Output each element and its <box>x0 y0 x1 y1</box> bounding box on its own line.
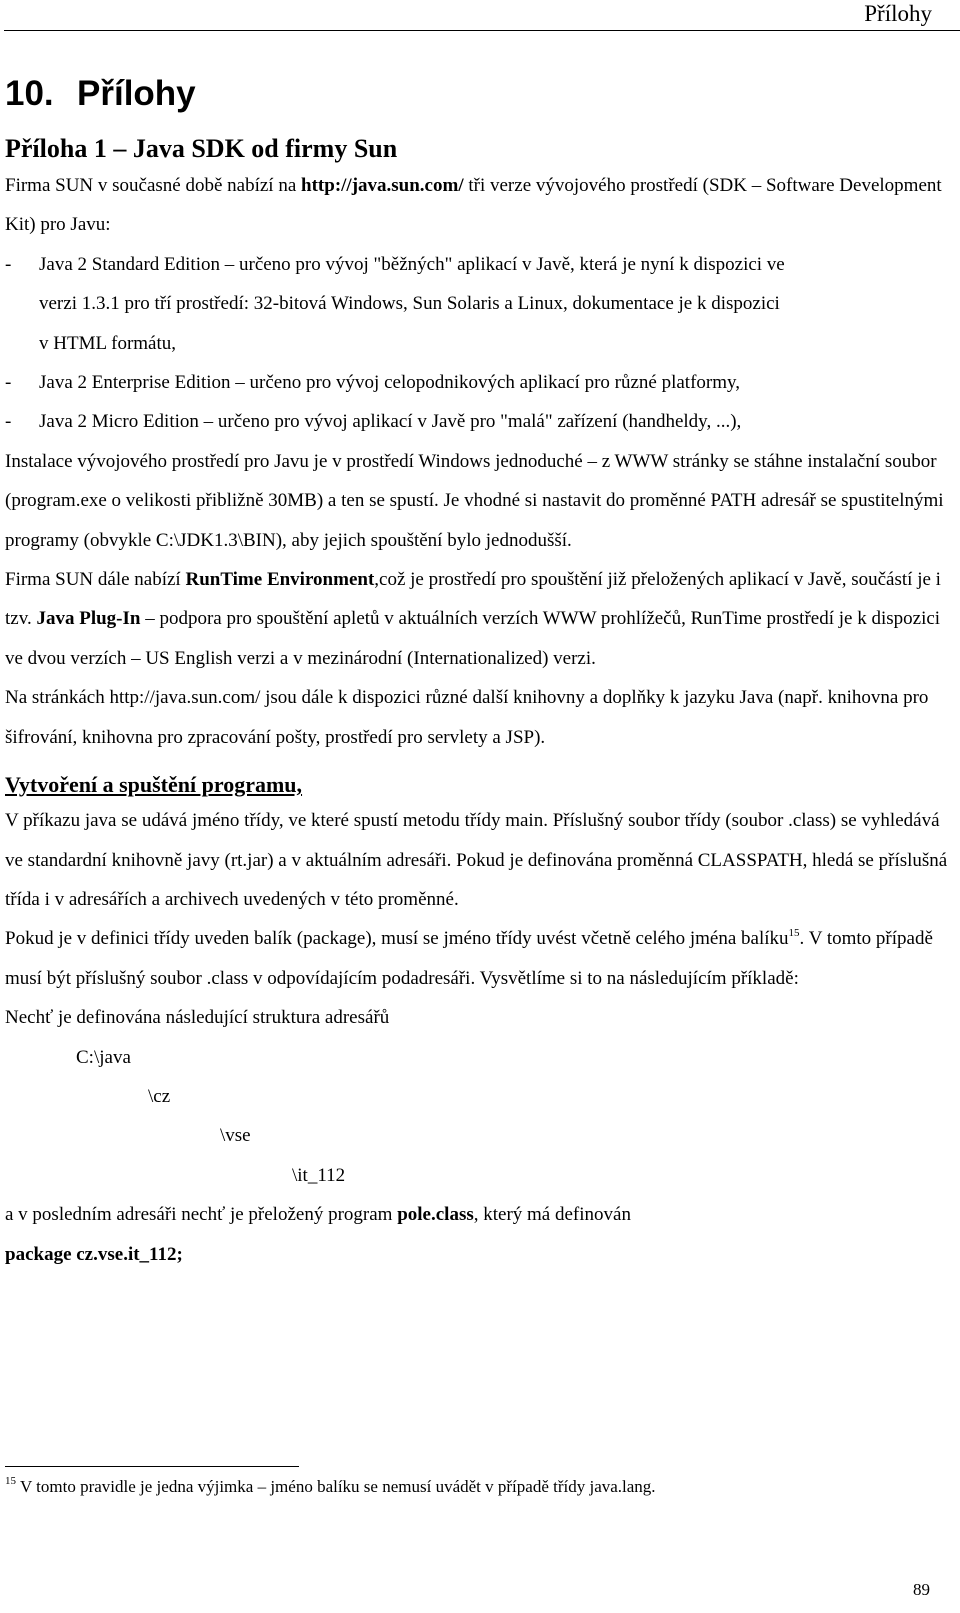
runtime-text-e: – podpora pro spouštění apletů v aktuálních verzích WWW prohlížečů, RunTime prostředí je k dispozici ve dvou verzích – US English verzi a v mezinárodní (Internationalized) verzi. <box>5 608 941 669</box>
edition-item-standard-cont <box>5 284 955 363</box>
last-dir-text-c: , který má definován <box>473 1204 631 1226</box>
intro-text-a: Firma SUN v současné době nabízí na <box>5 175 302 196</box>
tree-item-java: C:\java <box>76 1046 131 1068</box>
page-number: 89 <box>913 1580 930 1599</box>
footnote-number: 15 <box>5 1475 16 1487</box>
list-dash: - <box>5 253 12 275</box>
intro-paragraph <box>5 166 955 245</box>
runtime-environment-term: RunTime Environment <box>185 569 375 591</box>
java-plugin-term: Java Plug-In <box>36 608 141 630</box>
running-header: Přílohy <box>864 1 932 26</box>
libraries-paragraph: Na stránkách http://java.sun.com/ jsou dále k dispozici různé další knihovny a doplňky k jazyku Java (např. knihovna pro šifrování, knihovna pro zpracování pošty, prostředí pro servlety a JSP). <box>5 687 929 748</box>
last-dir-text-a: a v posledním adresáři nechť je přeložený program <box>5 1204 398 1226</box>
pole-class-term: pole.class <box>397 1204 474 1226</box>
tree-item-vse: \vse <box>220 1125 251 1147</box>
edition-standard-line3: v HTML formátu, <box>39 332 177 354</box>
package-declaration: package cz.vse.it_112; <box>5 1243 183 1265</box>
runtime-text-a: Firma SUN dále nabízí <box>5 569 186 591</box>
chapter-number: 10. <box>5 74 54 113</box>
chapter-heading <box>5 66 955 122</box>
list-dash: - <box>5 372 12 394</box>
runtime-paragraph <box>5 560 955 678</box>
package-text-b: . V tomto případě musí být příslušný soubor .class v odpovídajícím podadresáři. Vysvětlíme si to na následujícím příkladě: <box>5 928 933 989</box>
program-paragraph: V příkazu java se udává jméno třídy, ve které spustí metodu třídy main. Příslušný soubor třídy (soubor .class) se vyhledává ve standardní knihovně javy (rt.jar) a v aktuálním adresáři. Pokud je definována proměnná CLASSPATH, hledá se příslušná třída i v adresářích a archivech uvedených v této proměnné. <box>5 810 948 910</box>
edition-enterprise-text: Java 2 Enterprise Edition – určeno pro vývoj celopodnikových aplikací pro různé platformy, <box>39 372 741 394</box>
runtime-text-c: ,což je prostředí pro spouštění již přeložených aplikací v Javě, součástí je i tzv. <box>5 569 941 630</box>
edition-standard-line2: verzi 1.3.1 pro tří prostředí: 32-bitová Windows, Sun Solaris a Linux, dokumentace je k dispozici <box>39 293 780 315</box>
intro-text-b: tři verze vývojového prostředí (SDK – Software Development Kit) pro Javu: <box>5 175 942 236</box>
section-title: Vytvoření a spuštění programu, <box>5 772 303 798</box>
edition-standard-line1: Java 2 Standard Edition – určeno pro vývoj "běžných" aplikací v Javě, která je nyní k dispozici ve <box>39 253 785 275</box>
tree-item-it112: \it_112 <box>292 1164 346 1186</box>
header-rule <box>4 30 960 31</box>
footnote <box>5 1474 945 1500</box>
last-dir-paragraph <box>5 1195 955 1234</box>
appendix-title: Příloha 1 – Java SDK od firmy Sun <box>5 134 398 163</box>
edition-item-standard <box>5 245 955 284</box>
edition-micro-text: Java 2 Micro Edition – určeno pro vývoj aplikací v Javě pro "malá" zařízení (handheldy, ...), <box>39 411 742 433</box>
edition-item-micro <box>5 402 955 441</box>
footnote-reference[interactable]: 15 <box>788 927 800 940</box>
footnote-rule <box>5 1466 299 1467</box>
package-paragraph <box>5 919 955 998</box>
structure-intro: Nechť je definována následující struktura adresářů <box>5 1007 390 1029</box>
page-content <box>5 66 955 1274</box>
sun-url-link[interactable]: http://java.sun.com/ <box>301 175 464 196</box>
install-paragraph: Instalace vývojového prostředí pro Javu je v prostředí Windows jednoduché – z WWW stránky se stáhne instalační soubor (program.exe o velikosti přibližně 30MB) a ten se spustí. Je vhodné si nastavit do proměnné PATH adresář se spustitelnými programy (obvykle C:\JDK1.3\BIN), aby jejich spouštění bylo jednodušší. <box>5 450 944 551</box>
tree-item-cz: \cz <box>148 1085 171 1107</box>
list-dash: - <box>5 411 12 433</box>
footnote-text: V tomto pravidle je jedna výjimka – jméno balíku se nemusí uvádět v případě třídy java.lang. <box>16 1477 656 1496</box>
chapter-title: Přílohy <box>77 74 196 113</box>
edition-item-enterprise <box>5 363 955 402</box>
package-text-a: Pokud je v definici třídy uveden balík (package), musí se jméno třídy uvést včetně celého jména balíku <box>5 928 789 950</box>
